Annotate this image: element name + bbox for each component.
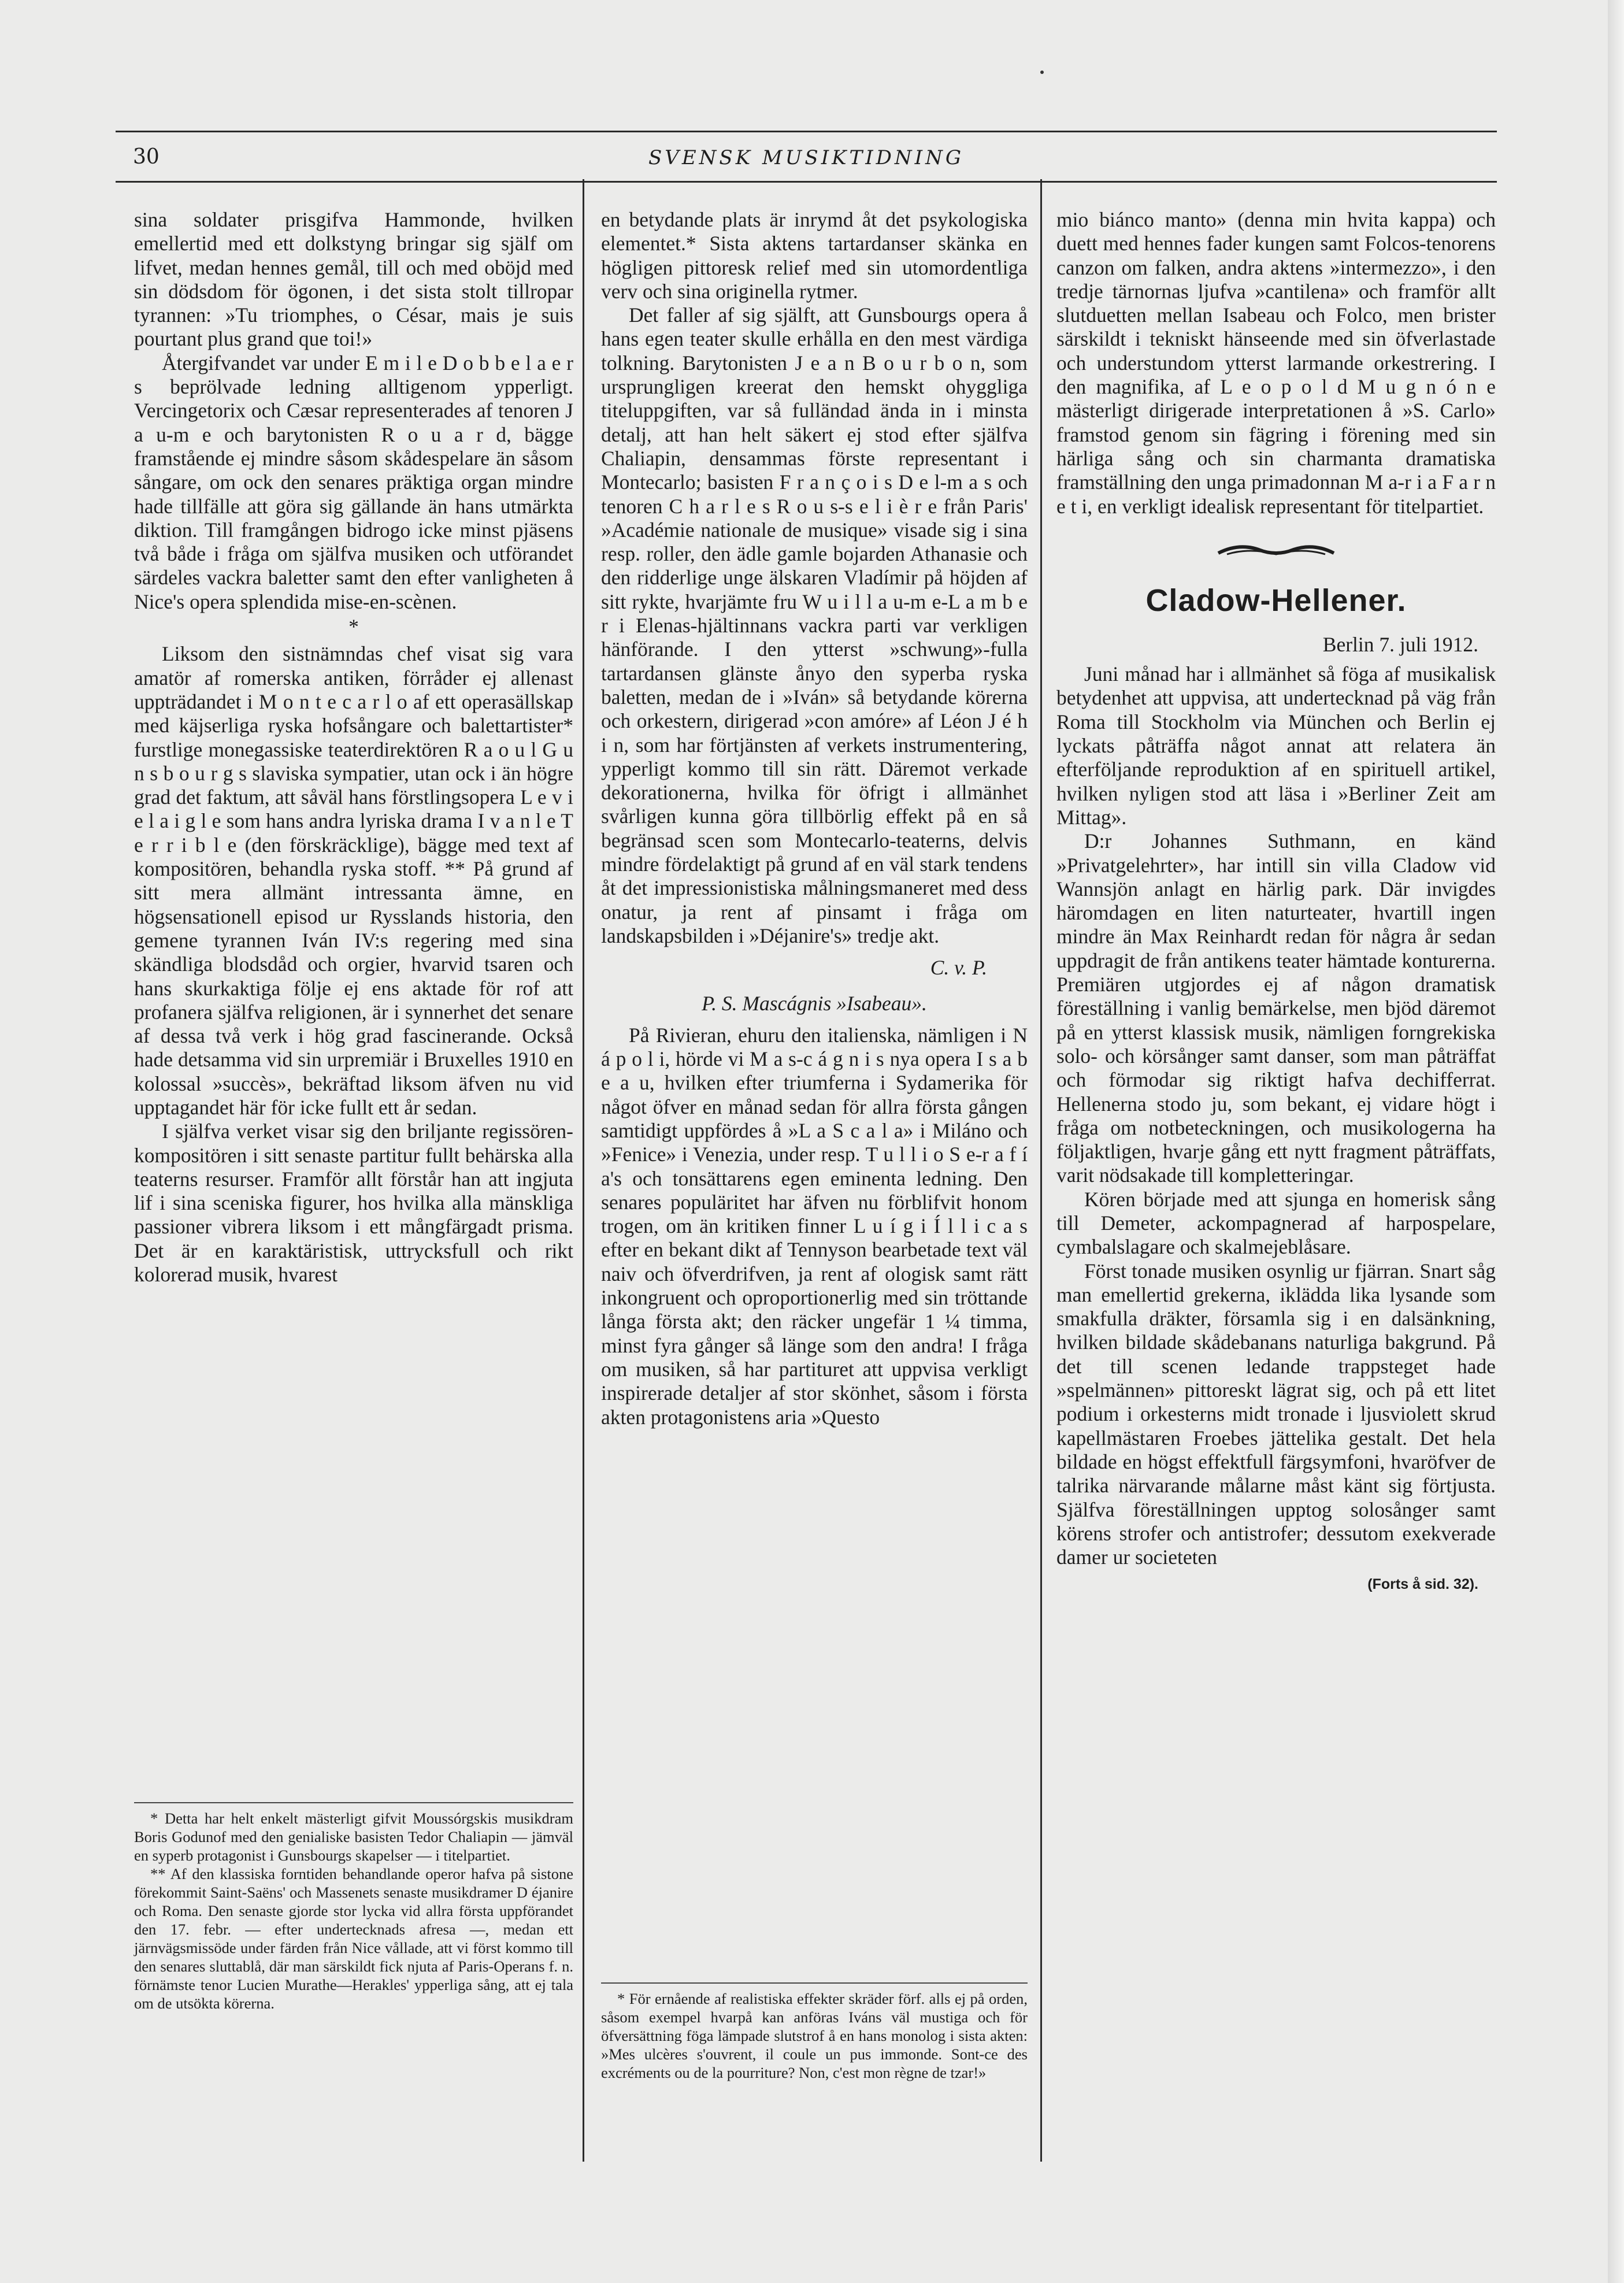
section-asterism: * [348,615,359,639]
ornament-divider [1056,542,1496,559]
paragraph: På Rivieran, ehuru den italienska, nämligen i N á p o l i, hörde vi M a s-c á g n i s nya opera I s a b e a u, hvilken efter triumferna i Sydamerika för något öfver en månad sedan för allra första gången samtidigt uppfördes å »L a S c a l a» i Miláno och »Fenice» i Venezia, under resp. T u l l i o S e-r a f í a's och tonsättarens egen eminenta ledning. Den senares populäritet har äfven nu förblifvit honom trogen, om än kritiken finner L u í g i Í l l i c a s efter en bekant dikt af Tennyson bearbetade text väl naiv och öfverdrifven, ja rent af ologisk samt rätt inkongruent och oproportionerlig med sin tröttande långa första akt; den räcker ungefär 1 ¼ timma, minst fyra gånger så länge som den andra! I fråga om musiken, så har partituret att uppvisa verkligt inspirerade detaljer af stor skönhet, såsom i första akten protagonistens aria »Questo [601,1023,1028,1429]
column-2 [601,208,1028,1798]
author-signature: C. v. P. [930,956,987,980]
paragraph: I själfva verket visar sig den briljante regissören-kompositören i sitt senaste partitur fullt behärska alla teaterns resurser. Framför allt förstår han att ingjuta lif i sina sceniska figurer, hos hvilka alla mänskliga passioner vibrera liksom i ett mångfärgadt prisma. Det är en karaktäristisk, uttrycksfull och rikt kolorerad musik, hvarest [134,1120,573,1287]
paragraph: Det faller af sig själft, att Gunsbourgs opera å hans egen teater skulle erhålla en den mest värdiga tolkning. Barytonisten J e a n B o u r b o n, som ursprungligen kreerat den hemskt ohyggliga titeluppgiften, var så fulländad ända in i minsta detalj, att han helt säkert ej stod efter själfva Chaliapin, densammas förste representant i Montecarlo; basisten F r a n ç o i s D e l-m a s och tenoren C h a r l e s R o u s-s e l i è r e från Paris' »Académie nationale de musique» visade sig i sina resp. roller, den ädle gamle bojarden Athanasie och den ridderlige unge älskaren Vladímir på höjden af sitt rykte, hvarjämte fru W u i l l a u-m e-L a m b e r i Elenas-hjältinnans vackra parti var verkligen hänförande. I den ytterst »schwung»-fulla tartardansen glänste ånyo den syperba ryska baletten, medan de i »Iván» så betydande körerna och orkestern, dirigerad »con amóre» af Léon J é h i n, som har förtjänsten af verkets instrumentering, ypperligt kommo till sin rätt. Däremot verkade dekorationerna, hvilka för öfrigt i allmänhet svårligen kunna göra tillbörlig effekt på en så begränsad scen som Montecarlo-teaterns, delvis mindre fördelaktigt på grund af en väl stark tendens åt det impressionistiska målningsmaneret med dess onatur, ja rent af pinsamt i fråga om landskapsbilden i »Déjanire's» tredje akt. [601,303,1028,947]
column-1 [134,208,573,1798]
section-subheading: P. S. Mascágnis »Isabeau». [702,991,927,1015]
continued-note: (Forts å sid. 32). [1367,1576,1478,1593]
paragraph: Juni månad har i allmänhet så föga af musikalisk betydenhet att uppvisa, att undertecknad på väg från Roma till Stockholm via München och Berlin ej lyckats påträffa något annat att relatera än efterföljande reproduktion af en spirituell artikel, hvilken nyligen stod att läsa i »Berliner Zeit am Mittag». [1056,662,1496,829]
dateline: Berlin 7. juli 1912. [1322,632,1478,656]
paragraph: Först tonade musiken osynlig ur fjärran. Snart såg man emellertid grekerna, iklädda lika lysande som smakfulla dräkter, församla sig i en dalsänkning, hvilken bildade skådebanans naturliga bakgrund. På det till scenen ledande trappsteget hade »spelmännen» pittoreskt lägrat sig, och på ett litet podium i orkesterns midt tronade i ljusviolett skrud kapellmästaren Froebes jättelika gestalt. Det hela bildade en högst effektfull färgsymfoni, hvaröfver de talrika närvarande målarne måst känt sig förtjusta. Själfva föreställningen upptog solosånger samt körens strofer och antistrofer; dessutom exekverade damer ur societeten [1056,1259,1496,1569]
footnote: ** Af den klassiska forntiden behandlande operor hafva på sistone förekommit Saint-Saëns' och Massenets senaste musikdramer D éjanire och Roma. Den senaste gjorde stor lycka vid allra första uppförandet den 17. febr. — efter undertecknads afresa —, medan ett järnvägsmissöde under färden från Nice vållade, att vi först kommo till den senares sluttablå, där man särskildt fick njuta af Paris-Operans f. n. förnämste tenor Lucien Murathe—Herakles' ypperliga sång, att ej tala om de utsökta körerna. [134,1865,573,2012]
article-title: Cladow-Hellener. [1145,583,1407,618]
print-speck [1040,71,1044,74]
column-rule-2 [1040,179,1042,2162]
column-3 [1056,208,1496,2185]
paragraph: Liksom den sistnämndas chef visat sig vara amatör af romerska antiken, förråder ej allenast uppträdandet i M o n t e c a r l o af ett operasällskap med käjserliga ryska hofsångare och balettartister* furstlige monegassiske teaterdirektören R a o u l G u n s b o u r g s slaviska sympatier, utan ock i än högre grad det faktum, att såväl hans förstlingsopera L e v i e l a i g l e som hans andra lyriska drama I v a n l e T e r r i b l e (den förskräcklige), bägge med text af kompositören, behandla ryska stoff. ** På grund af sitt mera allmänt intressanta ämne, en högsensationell episod ur Rysslands historia, den gemene tyrannen Iván IV:s regering med sina skändliga blodsdåd och orgier, hvarvid tsaren och hans skurkaktiga följe ej ens aktade för rof att profanera själfva religionen, är i synnerhet det senare af dessa två verk i hög grad fascinerande. Också hade detsamma vid sin urpremiär i Bruxelles 1910 en kolossal »succès», bekräftad liksom äfven nu vid upptagandet här för icke fullt ett år sedan. [134,642,573,1119]
paragraph: sina soldater prisgifva Hammonde, hvilken emellertid med ett dolkstyng bringar sig själf om lifvet, medan hennes gemål, till och med oböjd med sin dödsdom för ögonen, i det sista stolt tillropar tyrannen: »Tu triomphes, o César, mais je suis pourtant plus grand que toi!» [134,208,573,351]
footnotes-column-1 [134,1809,573,2013]
footnote-rule [134,1802,573,1803]
paragraph: Kören började med att sjunga en homerisk sång till Demeter, ackompagnerad af harpospelare, cymbalslagare och skalmejeblåsare. [1056,1187,1496,1259]
page-header [116,131,1497,183]
footnote: * Detta har helt enkelt mästerligt gifvit Moussórgskis musikdram Boris Godunof med den genialiske basisten Tedor Chaliapin — jämväl en syperb protagonist i Gunsbourgs skapelser — i titelpartiet. [134,1810,573,1864]
footnotes-column-2 [601,1989,1028,2082]
footnote-rule [601,1982,1028,1984]
journal-title: SVENSK MUSIKTIDNING [648,146,964,169]
column-rule-1 [583,179,584,2162]
footnote: * För ernående af realistiska effekter skräder förf. alls ej på orden, såsom exempel hvarpå kan anföras Iváns väl mustiga och för öfversättning föga lämpade slutstrof å en hans monolog i sista akten: »Mes ulcères s'ouvrent, il coule un pus immonde. Sont-ce des excréments ou de la pourriture? Non, c'est mon règne de tzar!» [601,1990,1028,2081]
page-number: 30 [133,145,160,169]
paragraph: mio biánco manto» (denna min hvita kappa) och duett med hennes fader kungen samt Folcos-tenorens canzon om falken, andra aktens »intermezzo», i den tredje tärnornas ljufva »cantilena» och framför allt slutduetten mellan Isabeau och Folco, men brister särskildt i tekniskt hänseende med sin öfverlastade och understundom ytterst larmande orkestrering. I den magnifika, af L e o p o l d M u g n ó n e mästerligt dirigerade interpretationen å »S. Carlo» framstod genom sin fägring i förening med sin härliga sång och sin charmanta dramatiska framställning den unga primadonnan M a-r i a F a r n e t i, en verkligt idealisk representant för titelpartiet. [1056,208,1496,518]
paragraph: en betydande plats är inrymd åt det psykologiska elementet.* Sista aktens tartardanser skänka en högligen pittoresk relief med sin utomordentliga verv och sina originella rytmer. [601,208,1028,303]
page-edge [1608,0,1624,2283]
paragraph: Återgifvandet var under E m i l e D o b b e l a e r s beprölvade ledning alltigenom ypperligt. Vercingetorix och Cæsar representerades af tenoren J a u-m e och barytonisten R o u a r d, bägge framstående ej mindre såsom skådespelare än såsom sångare, om ock den senares präktiga organ mindre hade tillfälle att göra sig gällande än hans utmärkta diktion. Till framgången bidrogo icke minst pjäsens två både i fråga om själfva musiken och utförandet särdeles vackra baletter samt den efter vanligheten å Nice's opera splendida mise-en-scènen. [134,351,573,613]
paragraph: D:r Johannes Suthmann, en känd »Privatgelehrter», har intill sin villa Cladow vid Wannsjön anlagt en härlig park. Där invigdes häromdagen en liten naturteater, hvartill ingen mindre än Max Reinhardt redan för några år sedan uppdragit de från antikens teater hämtade konturerna. Premiären utgjordes ej af någon dramatisk föreställning i vanlig bemärkelse, men bjöd däremot på en ytterst klassisk musik, nämligen forngrekiska solo- och körsånger samt danser, som man påträffat och förmodar sig riktigt hafva dechifferrat. Hellenerna stodo ju, som bekant, ej vidare högt i fråga om notbeteckningen, och musikologerna ha följaktligen, hvarje gång ett nytt fragment påträffats, varit nödsakade till kompletteringar. [1056,829,1496,1187]
